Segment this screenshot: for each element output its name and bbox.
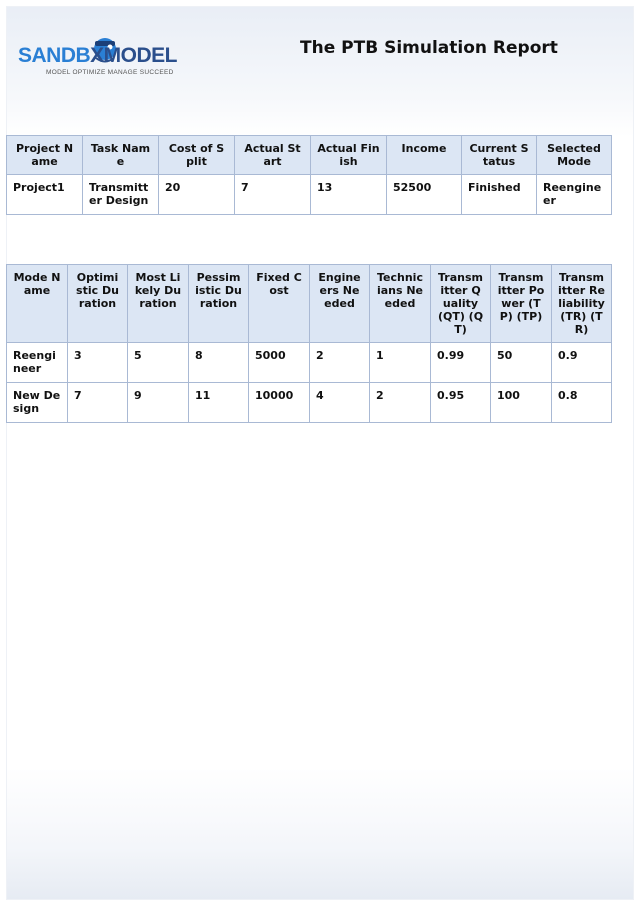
header-selected-mode: Selected Mode bbox=[537, 136, 612, 175]
header-transmitter-power: Transmitter Power (TP) (TP) bbox=[491, 265, 552, 343]
cell-selected-mode: Reengineer bbox=[537, 175, 612, 215]
logo-tagline: MODEL OPTIMIZE MANAGE SUCCEED bbox=[46, 69, 174, 76]
report-title: The PTB Simulation Report bbox=[300, 38, 558, 58]
cell-technicians-needed: 1 bbox=[370, 343, 431, 383]
project-table bbox=[6, 135, 612, 215]
cell-engineers-needed: 2 bbox=[310, 343, 370, 383]
cell-most-likely-duration: 9 bbox=[128, 383, 189, 423]
cell-transmitter-power: 100 bbox=[491, 383, 552, 423]
logo-text-right: XMODEL bbox=[90, 44, 178, 67]
header-engineers-needed: Engineers Needed bbox=[310, 265, 370, 343]
cell-transmitter-quality: 0.99 bbox=[431, 343, 491, 383]
cell-most-likely-duration: 5 bbox=[128, 343, 189, 383]
cell-project-name: Project1 bbox=[7, 175, 83, 215]
cell-engineers-needed: 4 bbox=[310, 383, 370, 423]
cell-current-status: Finished bbox=[462, 175, 537, 215]
logo-wordmark bbox=[18, 44, 177, 68]
header-actual-finish: Actual Finish bbox=[311, 136, 387, 175]
cell-transmitter-reliability: 0.9 bbox=[552, 343, 612, 383]
cell-transmitter-power: 50 bbox=[491, 343, 552, 383]
table-row bbox=[7, 343, 612, 383]
cell-fixed-cost: 10000 bbox=[249, 383, 310, 423]
mode-table bbox=[6, 264, 612, 423]
cell-mode-name: Reengineer bbox=[7, 343, 68, 383]
header-actual-start: Actual Start bbox=[235, 136, 311, 175]
cell-fixed-cost: 5000 bbox=[249, 343, 310, 383]
cell-optimistic-duration: 3 bbox=[68, 343, 128, 383]
header-cost-of-split: Cost of Split bbox=[159, 136, 235, 175]
cell-transmitter-reliability: 0.8 bbox=[552, 383, 612, 423]
logo-text-left: SANDB bbox=[18, 44, 91, 67]
mode-table-header-row bbox=[7, 265, 612, 343]
cell-pessimistic-duration: 11 bbox=[189, 383, 249, 423]
cell-technicians-needed: 2 bbox=[370, 383, 431, 423]
cell-actual-finish: 13 bbox=[311, 175, 387, 215]
header-most-likely-duration: Most Likely Duration bbox=[128, 265, 189, 343]
header-transmitter-reliability: Transmitter Reliability (TR) (TR) bbox=[552, 265, 612, 343]
header-pessimistic-duration: Pessimistic Duration bbox=[189, 265, 249, 343]
header-income: Income bbox=[387, 136, 462, 175]
sandbox-model-logo bbox=[18, 30, 178, 78]
table-row bbox=[7, 383, 612, 423]
header-project-name: Project Name bbox=[7, 136, 83, 175]
cell-task-name: Transmitter Design bbox=[83, 175, 159, 215]
cell-optimistic-duration: 7 bbox=[68, 383, 128, 423]
cell-cost-of-split: 20 bbox=[159, 175, 235, 215]
header-technicians-needed: Technicians Needed bbox=[370, 265, 431, 343]
header-optimistic-duration: Optimistic Duration bbox=[68, 265, 128, 343]
cell-pessimistic-duration: 8 bbox=[189, 343, 249, 383]
cell-actual-start: 7 bbox=[235, 175, 311, 215]
table-row bbox=[7, 175, 612, 215]
header-fixed-cost: Fixed Cost bbox=[249, 265, 310, 343]
header-mode-name: Mode Name bbox=[7, 265, 68, 343]
cell-income: 52500 bbox=[387, 175, 462, 215]
cell-transmitter-quality: 0.95 bbox=[431, 383, 491, 423]
header-current-status: Current Status bbox=[462, 136, 537, 175]
project-table-header-row bbox=[7, 136, 612, 175]
header-task-name: Task Name bbox=[83, 136, 159, 175]
cell-mode-name: New Design bbox=[7, 383, 68, 423]
header-transmitter-quality: Transmitter Quality (QT) (QT) bbox=[431, 265, 491, 343]
